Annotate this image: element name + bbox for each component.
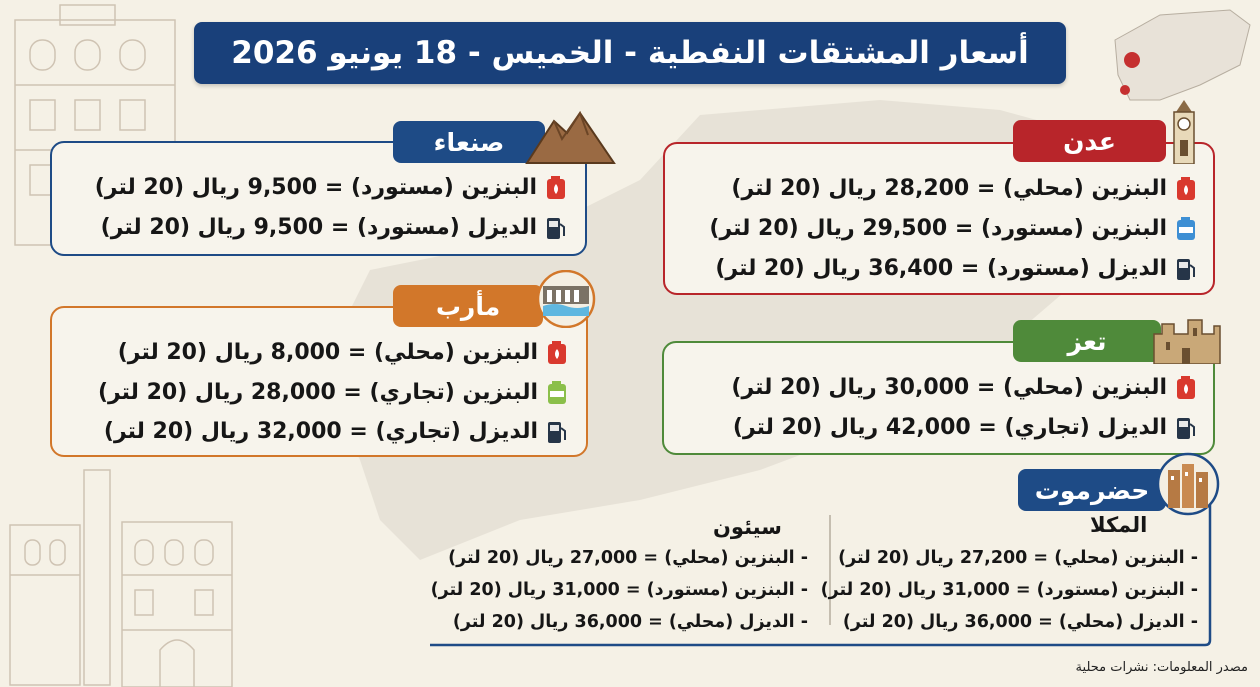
aden-row-2 <box>709 216 1197 241</box>
marib-card <box>50 306 588 457</box>
row-text: البنزين (تجاري) = 28,000 ريال (20 لتر) <box>97 380 538 405</box>
city-name: عدن <box>1063 126 1116 156</box>
sanaa-row-petrol <box>95 175 567 200</box>
commercial-can-icon <box>546 381 568 405</box>
gas-can-icon <box>1175 177 1197 201</box>
city-name: حضرموت <box>1034 475 1150 505</box>
fuel-pump-icon <box>1175 257 1197 281</box>
hadramout-label <box>1018 469 1166 511</box>
marib-label <box>393 285 543 327</box>
row-text: البنزين (محلي) = 28,200 ريال (20 لتر) <box>731 176 1167 201</box>
seiyun-row-3: - الديزل (محلي) = 36,000 ريال (20 لتر) <box>452 612 808 632</box>
fuel-pump-icon <box>1175 416 1197 440</box>
imported-can-icon <box>1175 217 1197 241</box>
mud-towers-icon <box>1156 452 1220 516</box>
gas-can-icon <box>1175 376 1197 400</box>
row-text: البنزين (محلي) = 30,000 ريال (20 لتر) <box>731 375 1167 400</box>
aden-row-3 <box>715 256 1197 281</box>
aden-card <box>663 142 1215 295</box>
row-text: البنزين (مستورد) = 9,500 ريال (20 لتر) <box>94 175 537 200</box>
city-name: صنعاء <box>433 127 505 157</box>
row-text: البنزين (مستورد) = 29,500 ريال (20 لتر) <box>709 216 1167 241</box>
old-building-sketch-bottom <box>10 470 232 687</box>
row-text: الديزل (مستورد) = 9,500 ريال (20 لتر) <box>100 215 537 240</box>
gas-can-icon <box>546 341 568 365</box>
clock-tower-icon <box>1168 100 1200 164</box>
seiyun-row-1: - البنزين (محلي) = 27,000 ريال (20 لتر) <box>448 548 808 568</box>
marib-row-2 <box>98 380 568 405</box>
source-note: مصدر المعلومات: نشرات محلية <box>1075 660 1248 675</box>
taiz-row-2 <box>733 415 1197 440</box>
castle-icon <box>1152 312 1222 364</box>
row-text: الديزل (مستورد) = 36,400 ريال (20 لتر) <box>715 256 1167 281</box>
mukalla-title: المكلا <box>1090 513 1148 537</box>
seiyun-title: سيئون <box>713 515 782 539</box>
row-text: الديزل (تجاري) = 32,000 ريال (20 لتر) <box>103 419 538 444</box>
mukalla-row-2: - البنزين (مستورد) = 31,000 ريال (20 لتر) <box>820 580 1198 600</box>
mukalla-row-3: - الديزل (محلي) = 36,000 ريال (20 لتر) <box>842 612 1198 632</box>
row-text: الديزل (تجاري) = 42,000 ريال (20 لتر) <box>732 415 1167 440</box>
row-text: البنزين (محلي) = 8,000 ريال (20 لتر) <box>117 340 538 365</box>
fuel-pump-icon <box>545 216 567 240</box>
mini-map-marker <box>1124 52 1140 68</box>
taiz-row-1 <box>731 375 1197 400</box>
fuel-pump-icon <box>546 420 568 444</box>
aden-label <box>1013 120 1166 162</box>
aden-row-1 <box>731 176 1197 201</box>
city-name: تعز <box>1067 326 1107 356</box>
city-name: مأرب <box>435 291 501 321</box>
sanaa-row-diesel <box>101 215 567 240</box>
seiyun-row-2: - البنزين (مستورد) = 31,000 ريال (20 لتر) <box>430 580 808 600</box>
page-title: أسعار المشتقات النفطية - الخميس - 18 يونيو 2026 <box>194 22 1066 84</box>
dam-icon <box>535 270 597 328</box>
taiz-label <box>1013 320 1161 362</box>
mukalla-row-1: - البنزين (محلي) = 27,200 ريال (20 لتر) <box>838 548 1198 568</box>
marib-row-3 <box>104 419 568 444</box>
mountain-icon <box>522 105 617 165</box>
gas-can-icon <box>545 176 567 200</box>
marib-row-1 <box>118 340 568 365</box>
